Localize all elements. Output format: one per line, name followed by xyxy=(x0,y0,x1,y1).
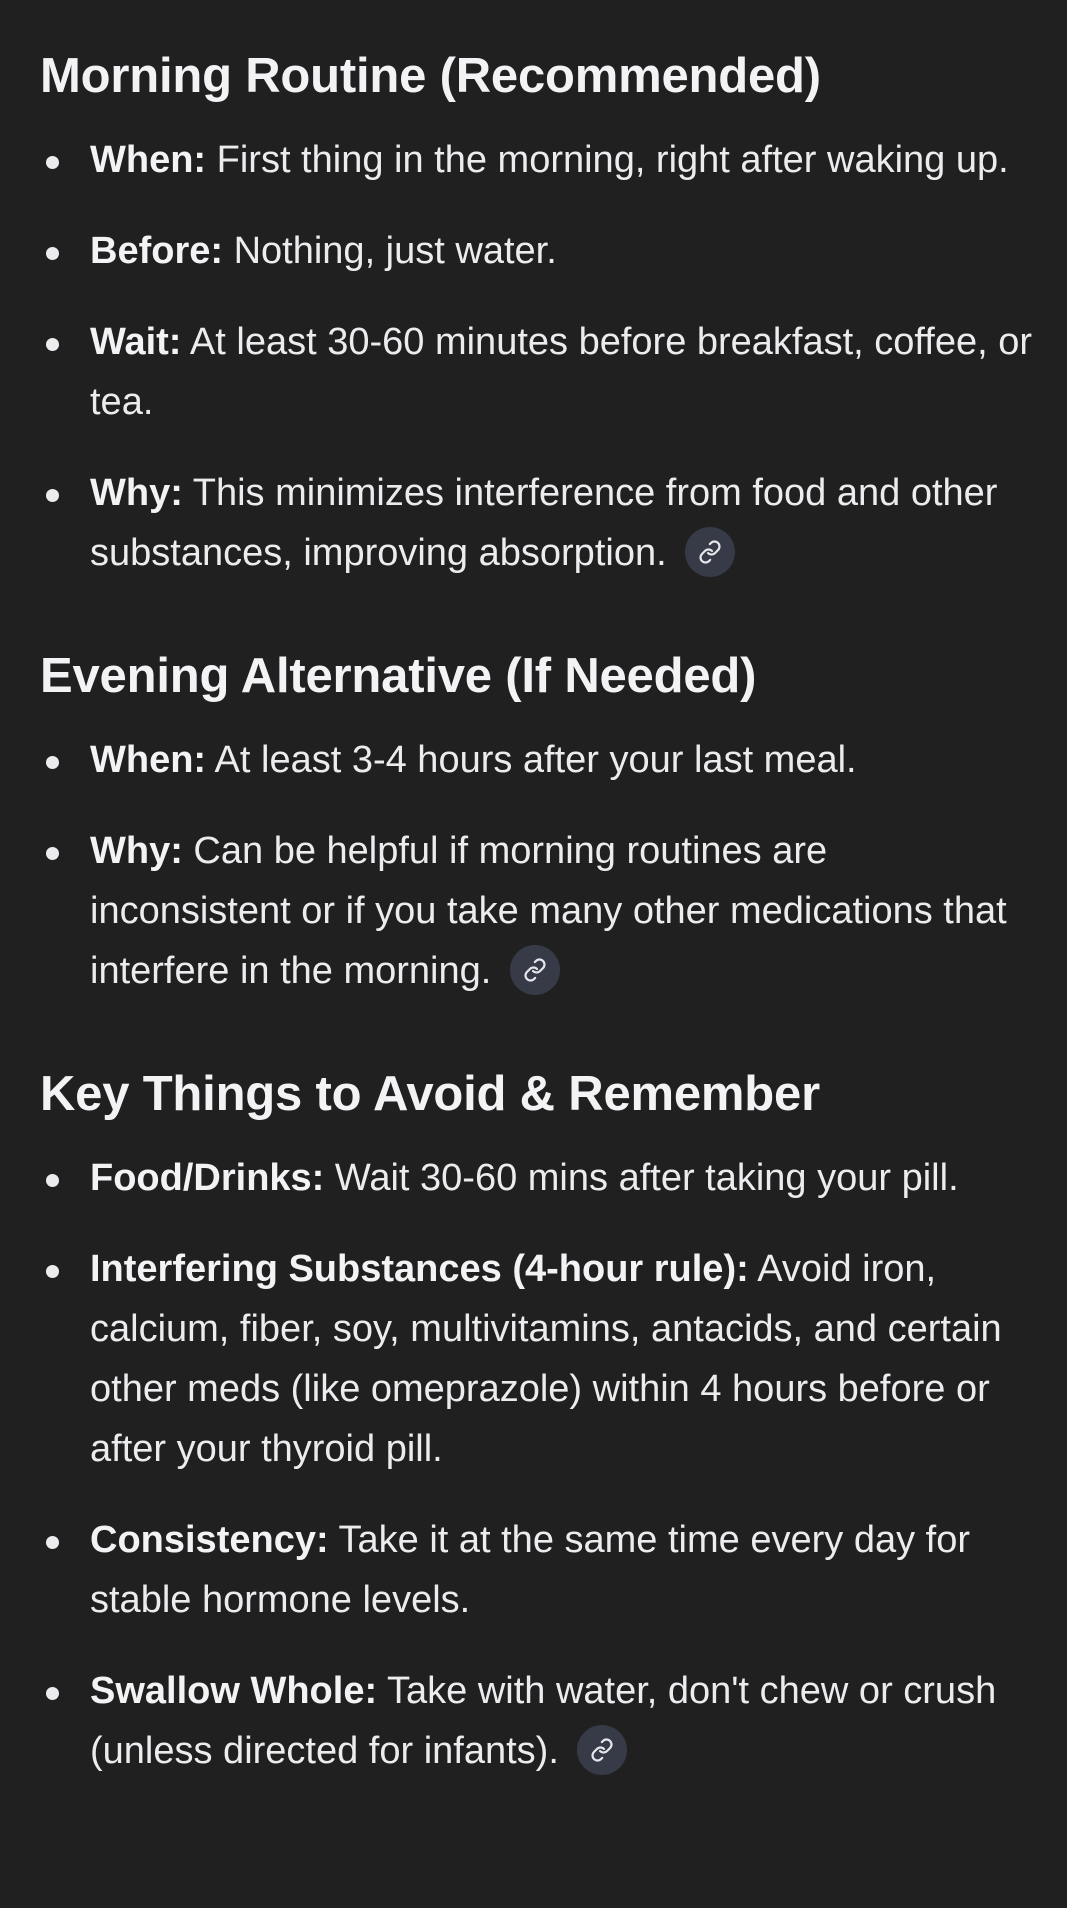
bullet-dot-icon xyxy=(46,1536,59,1549)
list-item xyxy=(40,730,1033,790)
link-icon xyxy=(698,540,722,564)
bullet-dot-icon xyxy=(46,489,59,502)
item-term: Swallow Whole: xyxy=(90,1670,378,1712)
section-key-things xyxy=(40,1001,1033,1781)
list-item xyxy=(40,1661,1033,1781)
item-term: Consistency: xyxy=(90,1519,329,1561)
list-item xyxy=(40,1510,1033,1630)
bullet-list xyxy=(40,1148,1033,1781)
bullet-dot-icon xyxy=(46,847,59,860)
source-link-button[interactable] xyxy=(510,945,560,995)
item-term: When: xyxy=(90,139,207,181)
bullet-list xyxy=(40,730,1033,1001)
item-text: Wait 30-60 mins after taking your pill. xyxy=(324,1157,959,1199)
section-morning-routine xyxy=(40,0,1033,583)
section-heading: Evening Alternative (If Needed) xyxy=(40,649,757,703)
item-text: At least 30-60 minutes before breakfast, coffee, or tea. xyxy=(90,321,1033,423)
item-text: First thing in the morning, right after waking up. xyxy=(206,139,1009,181)
item-term: Interfering Substances (4-hour rule): xyxy=(90,1248,749,1290)
link-icon xyxy=(590,1738,614,1762)
bullet-dot-icon xyxy=(46,1265,59,1278)
list-item xyxy=(40,130,1033,190)
item-term: Food/Drinks: xyxy=(90,1157,325,1199)
section-heading: Morning Routine (Recommended) xyxy=(40,49,821,103)
source-link-button[interactable] xyxy=(577,1725,627,1775)
bullet-dot-icon xyxy=(46,247,59,260)
item-term: Wait: xyxy=(90,321,182,363)
list-item xyxy=(40,221,1033,281)
list-item xyxy=(40,312,1033,432)
list-item xyxy=(40,1239,1033,1479)
list-item xyxy=(40,821,1033,1001)
item-text: At least 3-4 hours after your last meal. xyxy=(206,739,857,781)
item-text: Take it at the same time every day for stable hormone levels. xyxy=(90,1519,970,1621)
bullet-dot-icon xyxy=(46,156,59,169)
item-text: Nothing, just water. xyxy=(223,230,557,272)
section-evening-alternative xyxy=(40,583,1033,1001)
bullet-dot-icon xyxy=(46,1687,59,1700)
item-text: Take with water, don't chew or crush (unless directed for infants). xyxy=(90,1670,997,1772)
item-term: Before: xyxy=(90,230,224,272)
bullet-dot-icon xyxy=(46,1174,59,1187)
bullet-dot-icon xyxy=(46,338,59,351)
list-item xyxy=(40,1148,1033,1208)
item-term: When: xyxy=(90,739,207,781)
source-link-button[interactable] xyxy=(685,527,735,577)
item-text: Avoid iron, calcium, fiber, soy, multivitamins, antacids, and certain other meds (like omeprazole) within 4 hours before or after your thyroid pill. xyxy=(90,1248,1002,1470)
item-term: Why: xyxy=(90,472,183,514)
bullet-dot-icon xyxy=(46,756,59,769)
item-text: Can be helpful if morning routines are inconsistent or if you take many other medications that interfere in the morning. xyxy=(90,830,1007,992)
section-heading: Key Things to Avoid & Remember xyxy=(40,1067,820,1121)
bullet-list xyxy=(40,130,1033,583)
item-text: This minimizes interference from food and other substances, improving absorption. xyxy=(90,472,998,574)
list-item xyxy=(40,463,1033,583)
link-icon xyxy=(523,958,547,982)
item-term: Why: xyxy=(90,830,183,872)
